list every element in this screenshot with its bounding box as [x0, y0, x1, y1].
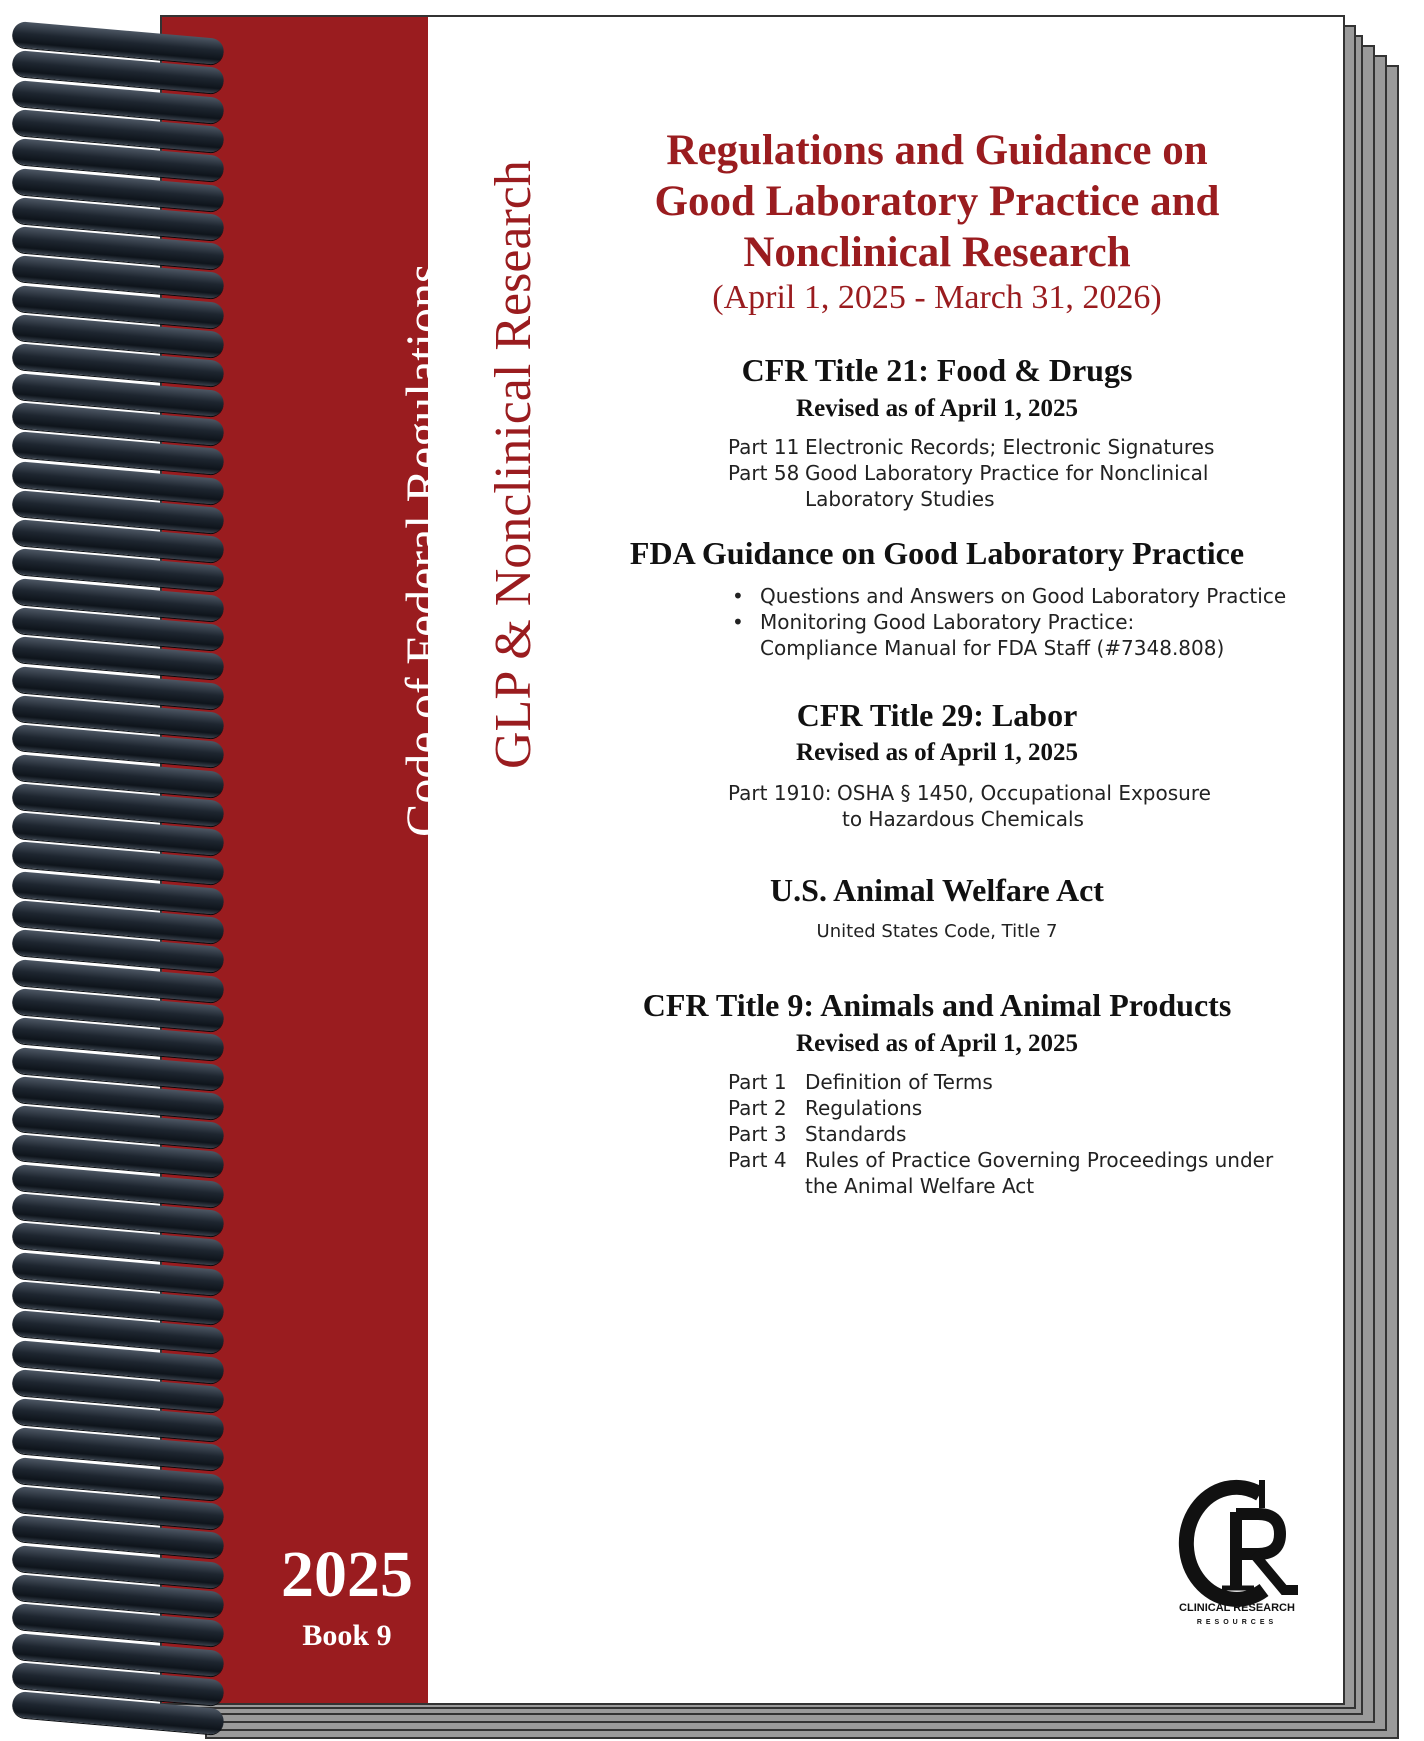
part-description-cont: the Animal Welfare Act	[805, 1174, 1035, 1198]
revised-date: Revised as of April 1, 2025	[796, 395, 1078, 422]
title-line: Regulations and Guidance on	[666, 127, 1208, 174]
part-description: Electronic Records; Electronic Signatures	[805, 435, 1215, 459]
part-description: Regulations	[805, 1096, 923, 1120]
part-description: Rules of Practice Governing Proceedings under	[805, 1148, 1274, 1172]
section-heading-awa: U.S. Animal Welfare Act	[770, 872, 1104, 908]
part-label: Part 1910:	[728, 781, 832, 805]
part-label: Part 1	[728, 1070, 787, 1094]
part-description: Good Laboratory Practice for Nonclinical	[805, 461, 1209, 485]
part-description-cont: to Hazardous Chemicals	[842, 807, 1084, 831]
clinical-research-resources-logo	[1172, 1472, 1302, 1642]
part-label: Part 58	[728, 461, 800, 485]
part-description: Standards	[805, 1122, 907, 1146]
section-heading-cfr21: CFR Title 21: Food & Drugs	[741, 352, 1133, 388]
book-cover	[160, 15, 1345, 1705]
series-title: Code of Federal Regulations	[395, 263, 451, 837]
part-description-cont: Laboratory Studies	[805, 487, 995, 511]
title-line: Nonclinical Research	[743, 229, 1131, 276]
part-label: Part 3	[728, 1122, 787, 1146]
section-heading-fda-guidance: FDA Guidance on Good Laboratory Practice	[629, 535, 1245, 571]
bullet-icon: •	[732, 610, 744, 634]
book-topic: GLP & Nonclinical Research	[485, 160, 542, 769]
date-range: (April 1, 2025 - March 31, 2026)	[712, 279, 1162, 316]
part-label: Part 2	[728, 1096, 787, 1120]
logo-text-line1: CLINICAL RESEARCH	[1179, 1602, 1295, 1614]
edition-year: 2025	[281, 1538, 413, 1611]
part-description: OSHA § 1450, Occupational Exposure	[837, 781, 1211, 805]
cover-title	[542, 125, 1332, 278]
section-heading-cfr9: CFR Title 9: Animals and Animal Products	[642, 987, 1232, 1023]
guidance-item-cont: Compliance Manual for FDA Staff (#7348.808)	[760, 636, 1225, 660]
revised-date: Revised as of April 1, 2025	[796, 739, 1078, 766]
guidance-item: Monitoring Good Laboratory Practice:	[760, 610, 1135, 634]
section-heading-cfr29: CFR Title 29: Labor	[796, 697, 1078, 733]
title-line: Good Laboratory Practice and	[654, 178, 1220, 225]
revised-date: Revised as of April 1, 2025	[796, 1030, 1078, 1057]
guidance-item: Questions and Answers on Good Laboratory Practice	[760, 584, 1287, 608]
awa-subtitle: United States Code, Title 7	[816, 921, 1058, 942]
logo-text-line2: RESOURCES	[1196, 1619, 1278, 1626]
part-label: Part 11	[728, 435, 800, 459]
bullet-icon: •	[732, 584, 744, 608]
part-description: Definition of Terms	[805, 1070, 993, 1094]
part-label: Part 4	[728, 1148, 787, 1172]
book-number: Book 9	[302, 1619, 392, 1652]
